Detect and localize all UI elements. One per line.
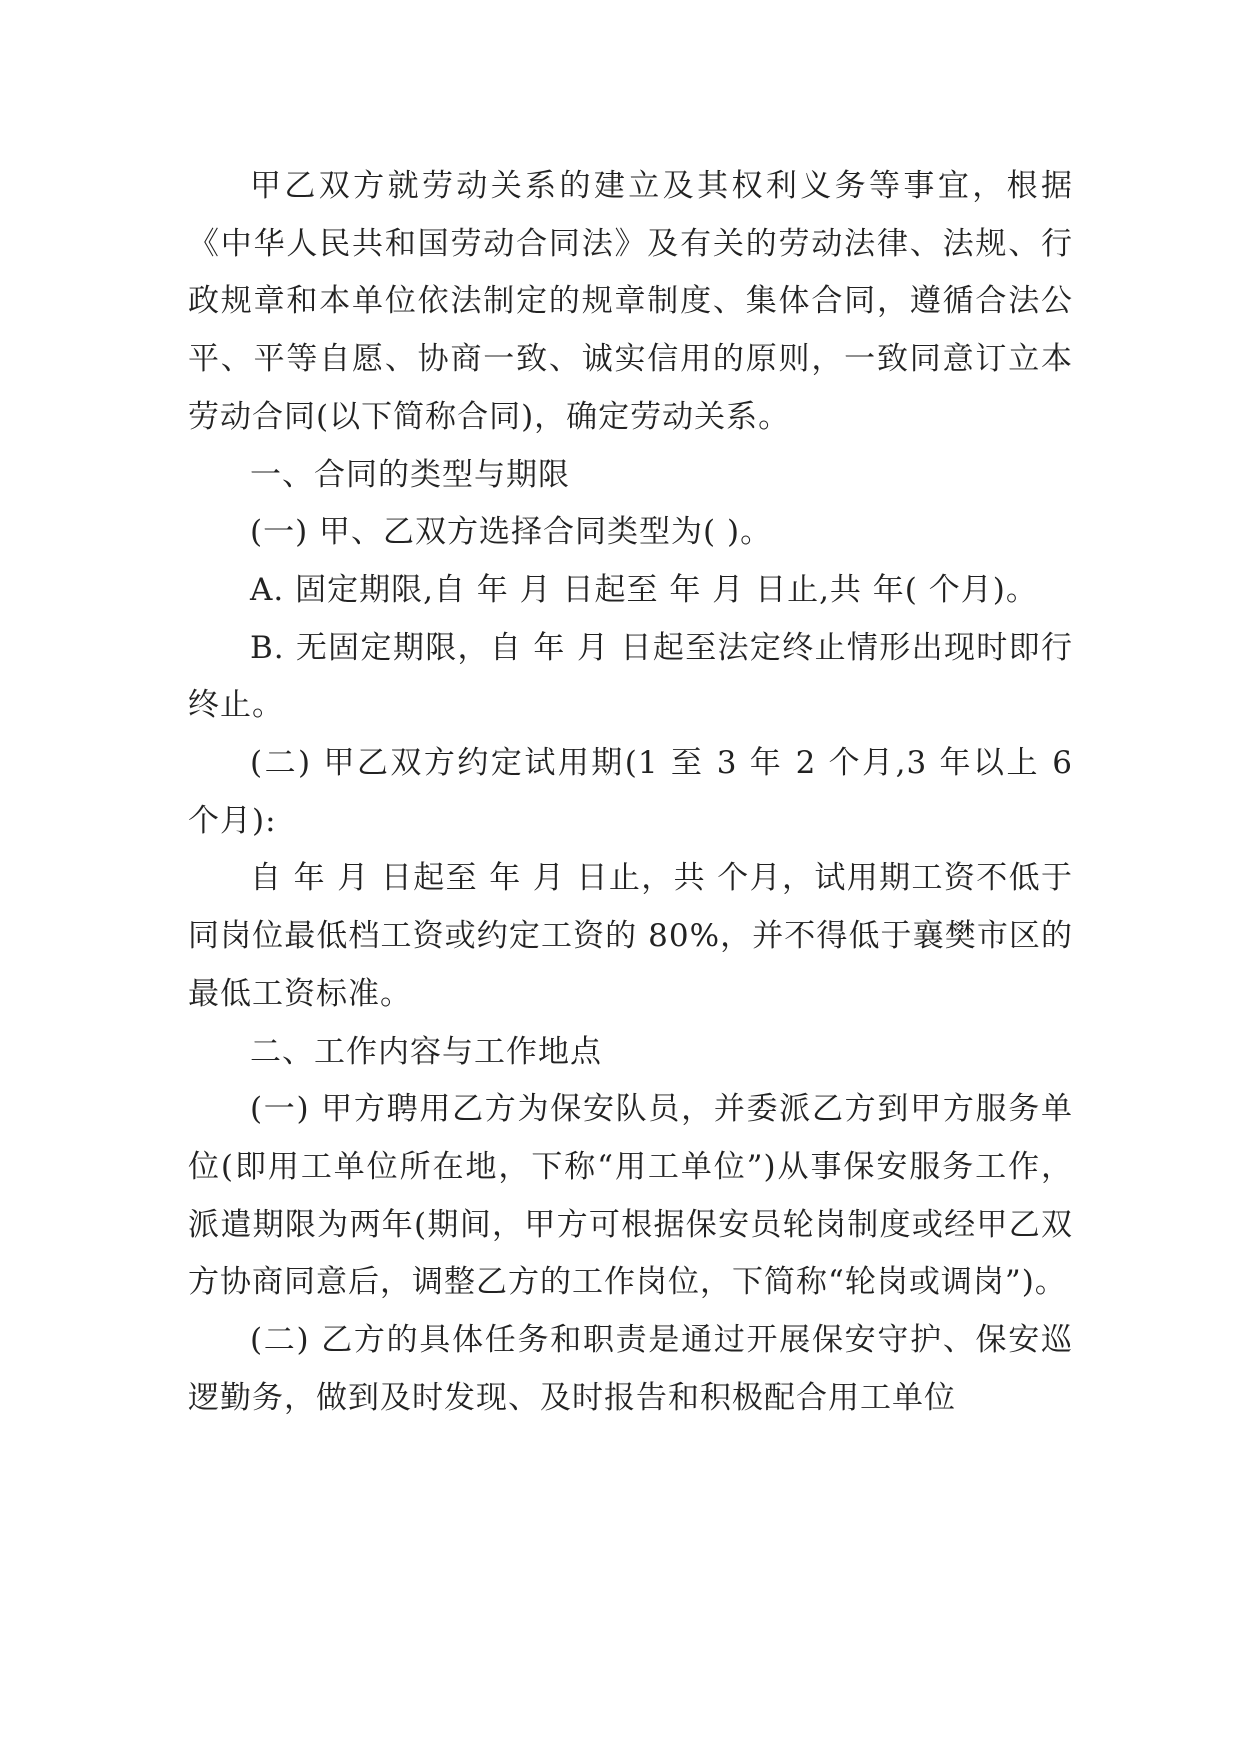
clause-fixed-term: A. 固定期限,自 年 月 日起至 年 月 日止,共 年( 个月)。 <box>250 571 1038 608</box>
preamble-paragraph: 甲乙双方就劳动关系的建立及其权利义务等事宜，根据《中华人民共和国劳动合同法》及有关的劳动法律、法规、行政规章和本单位依法制定的规章制度、集体合同，遵循合法公平、平等自愿、协商一致、诚实信用的原则，一致同意订立本劳动合同(以下简称合同)，确定劳动关系。 <box>188 168 1073 435</box>
clause-probation-details: 自 年 月 日起至 年 月 日止，共 个月，试用期工资不低于同岗位最低档工资或约定工资的 80%，并不得低于襄樊市区的最低工资标准。 <box>188 860 1073 1012</box>
clause-duties: (二) 乙方的具体任务和职责是通过开展保安守护、保安巡逻勤务，做到及时发现、及时报告和积极配合用工单位 <box>188 1322 1073 1416</box>
section-heading-contract-type: 一、合同的类型与期限 <box>250 456 570 493</box>
clause-open-term: B. 无固定期限，自 年 月 日起至法定终止情形出现时即行终止。 <box>188 629 1073 724</box>
contract-body <box>188 158 1073 1427</box>
clause-probation: (二) 甲乙双方约定试用期(1 至 3 年 2 个月,3 年以上 6 个月): <box>188 745 1073 839</box>
clause-contract-type-choice: (一) 甲、乙双方选择合同类型为( )。 <box>250 514 773 551</box>
section-heading-work-content: 二、工作内容与工作地点 <box>250 1033 602 1070</box>
clause-employment-assignment: (一) 甲方聘用乙方为保安队员，并委派乙方到甲方服务单位(即用工单位所在地，下称“用工单位”)从事保安服务工作，派遣期限为两年(期间，甲方可根据保安员轮岗制度或经甲乙双方协商同意后，调整乙方的工作岗位，下简称“轮岗或调岗”)。 <box>188 1091 1073 1301</box>
